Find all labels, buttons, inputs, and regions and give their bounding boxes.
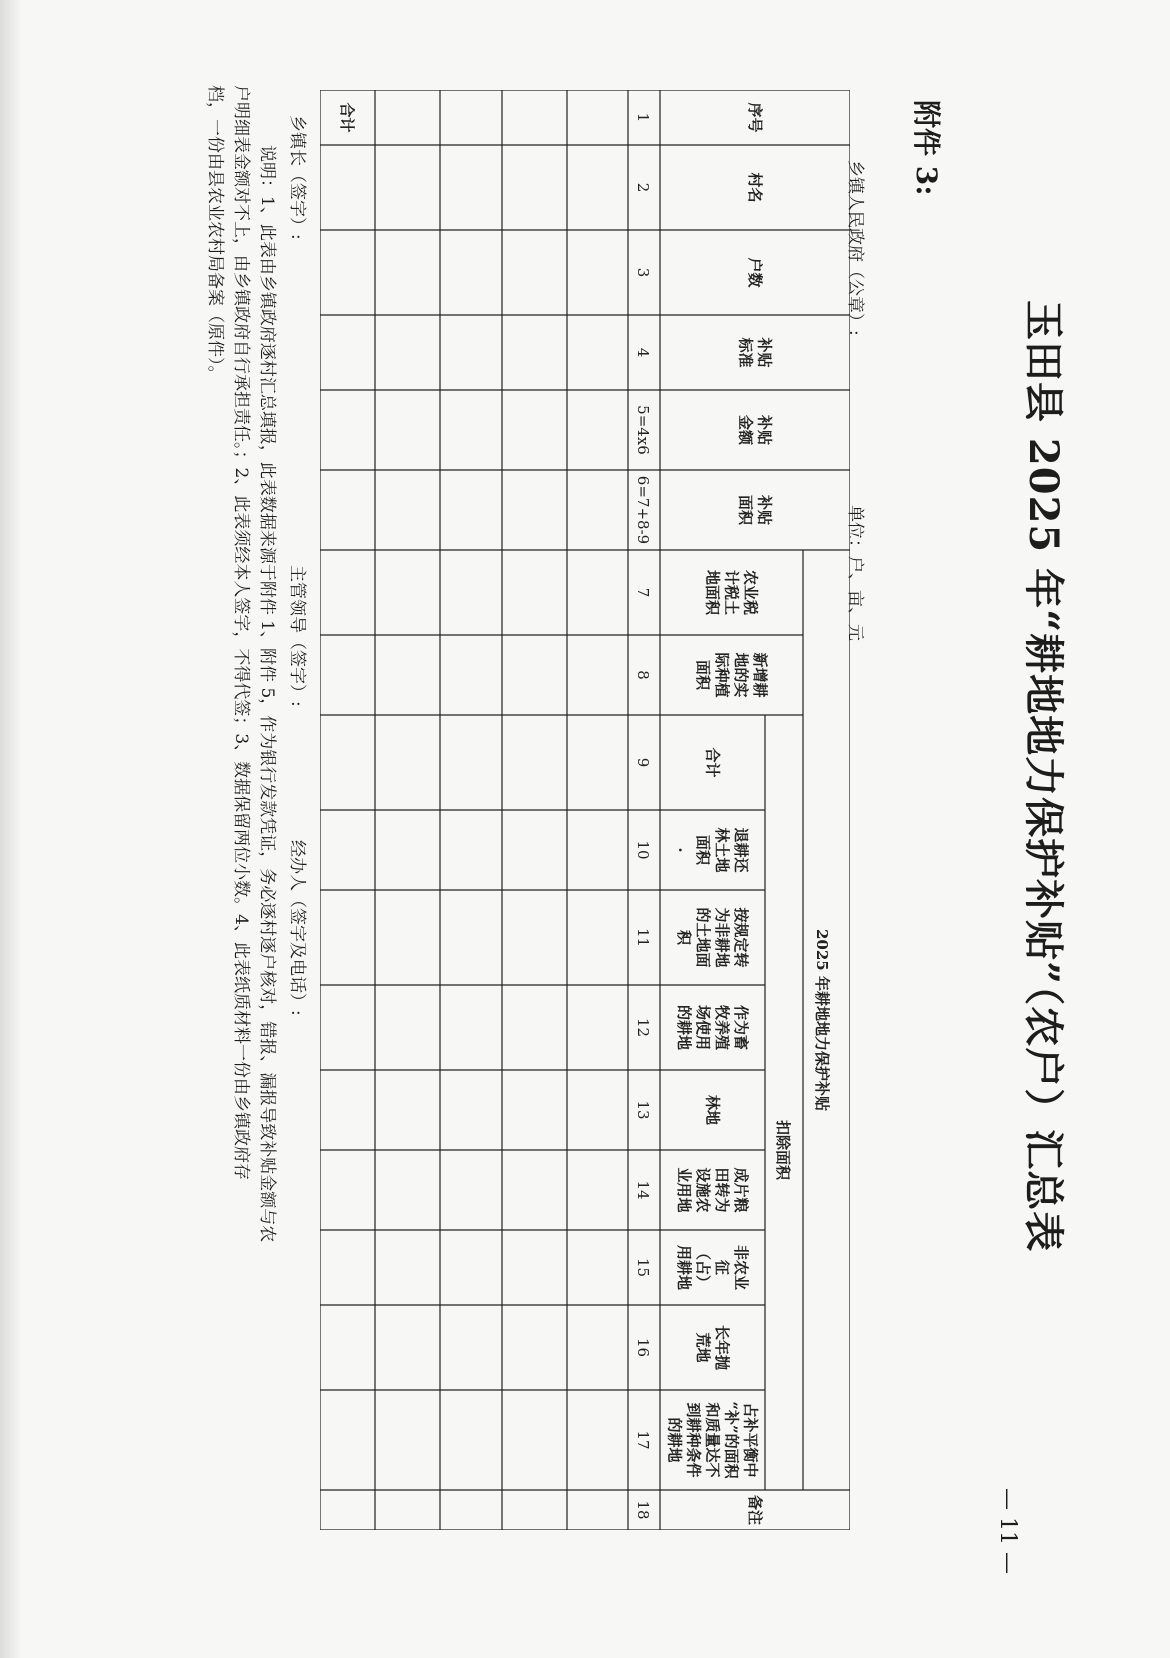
column-header-label: 林土地 xyxy=(713,827,731,873)
column-header-label: 和质量达不 xyxy=(703,1402,722,1478)
column-header-label: 合计 xyxy=(703,747,722,778)
leader-signature-label: 主管领导（签字）: xyxy=(287,565,307,707)
column-header-label: 用耕地 xyxy=(675,1244,693,1291)
column-header-label: 成片粮 xyxy=(732,1167,750,1213)
column-header-label: 作为畜 xyxy=(732,1004,750,1051)
mayor-signature-label: 乡镇长（签字）: xyxy=(287,115,307,240)
document-title: 玉田县 2025 年“耕地地力保护补贴”（农户）汇总表 xyxy=(1020,300,1067,1253)
column-header-label: 田转为 xyxy=(713,1167,731,1213)
column-number-label: 10 xyxy=(634,840,652,860)
column-header-label: 序号 xyxy=(746,102,764,133)
column-number-label: 14 xyxy=(634,1180,652,1200)
page-number: — 11 — xyxy=(995,1488,1020,1574)
column-number-label: 16 xyxy=(634,1337,652,1358)
column-header-label: 标准 xyxy=(736,337,755,368)
column-number-label: 15 xyxy=(634,1257,652,1278)
column-header-label: 林地 xyxy=(703,1094,722,1126)
column-header-label: 的耕地 xyxy=(665,1417,684,1463)
note-line-2: 户明细表金额对不上，由乡镇政府自行承担责任。；2、此表须经本人签字，不得代签；3、数据保留两位小数。4、此表纸质材料一份由乡镇政府存 xyxy=(231,85,251,1180)
unit-label: 单位：户、亩、元 xyxy=(845,505,865,641)
note-line-3: 档，一份由县农业农村局备案（原件）。 xyxy=(205,85,225,383)
column-header-label: “补”的面积 xyxy=(722,1401,741,1479)
column-header-label: 荒地 xyxy=(694,1332,712,1363)
column-number-label: 1 xyxy=(634,112,652,123)
column-header-label: 新增耕 xyxy=(751,652,769,698)
gov-seal-label: 乡镇人民政府（公章）: xyxy=(845,160,865,336)
handler-signature-label: 经办人（签字及电话）: xyxy=(287,840,307,1016)
column-header-label: 补贴 xyxy=(755,337,774,368)
column-header-label: 备注 xyxy=(746,1494,764,1526)
column-number-label: 13 xyxy=(634,1100,652,1120)
column-number-label: 17 xyxy=(634,1430,652,1450)
column-header-label: 地的实 xyxy=(732,652,750,698)
column-header-label: . xyxy=(675,847,693,853)
note-line-1: 说明：1、此表由乡镇政府逐村汇总填报，此表数据来源于附件 1、附件 5，作为银行发款凭证，务必逐村逐户核对，错报、漏报导致补贴金额与农 xyxy=(257,145,277,1243)
column-header-label: 场使用 xyxy=(694,1004,712,1051)
column-number-label: 7 xyxy=(634,587,652,598)
column-number-label: 18 xyxy=(634,1500,652,1520)
column-number-label: 8 xyxy=(634,670,652,680)
column-number-label: 9 xyxy=(634,757,652,768)
column-header-label: 户数 xyxy=(746,257,764,288)
column-header-label: 补贴 xyxy=(755,414,774,446)
column-number-label: 11 xyxy=(634,927,652,948)
column-number-label: 12 xyxy=(634,1017,652,1038)
column-header-label: 农业税 xyxy=(741,569,760,616)
column-header-label: 按规定转 xyxy=(732,907,750,968)
column-header-label: 金额 xyxy=(736,414,755,446)
total-row-label: 合计 xyxy=(338,102,356,133)
column-header-label: 面积 xyxy=(694,659,712,691)
group-header-deduct: 扣除面积 xyxy=(774,1119,792,1181)
column-header-label: 村名 xyxy=(746,172,764,203)
column-header-label: 征 xyxy=(713,1259,731,1276)
column-number-label: 4 xyxy=(634,347,652,358)
column-header-label: 计税土 xyxy=(722,569,741,616)
column-number-label: 3 xyxy=(634,267,652,278)
column-number-label: 6=7+8-9 xyxy=(634,475,652,545)
column-header-label: （占） xyxy=(694,1244,712,1291)
column-header-label: 设施农 xyxy=(694,1167,712,1213)
column-header-label: 补贴 xyxy=(755,494,774,526)
attachment-label: 附件 3: xyxy=(910,100,943,196)
column-header-label: 的土地面 xyxy=(694,907,712,968)
summary-table xyxy=(320,90,850,1530)
column-header-label: 的耕地 xyxy=(675,1004,693,1051)
column-header-label: 长年抛 xyxy=(713,1324,731,1371)
column-header-label: 到耕种条件 xyxy=(684,1402,703,1478)
column-header-label: 为非耕地 xyxy=(713,907,731,968)
column-header-label: 牧养殖 xyxy=(713,1004,731,1051)
column-header-label: 面积 xyxy=(694,834,712,866)
column-header-label: 面积 xyxy=(736,494,755,526)
column-header-label: 业用地 xyxy=(675,1167,693,1213)
group-header-subsidy: 2025 年耕地地力保护补贴 xyxy=(813,929,831,1111)
column-header-label: 地面积 xyxy=(703,569,722,616)
column-header-label: 积 xyxy=(675,929,693,946)
column-header-label: 际种植 xyxy=(713,652,731,698)
column-header-label: 退耕还 xyxy=(732,827,750,873)
column-header-label: 非农业 xyxy=(732,1244,750,1291)
column-number-label: 2 xyxy=(634,182,652,193)
column-header-label: 占补平衡中 xyxy=(741,1402,760,1478)
column-number-label: 5=4x6 xyxy=(634,405,652,455)
